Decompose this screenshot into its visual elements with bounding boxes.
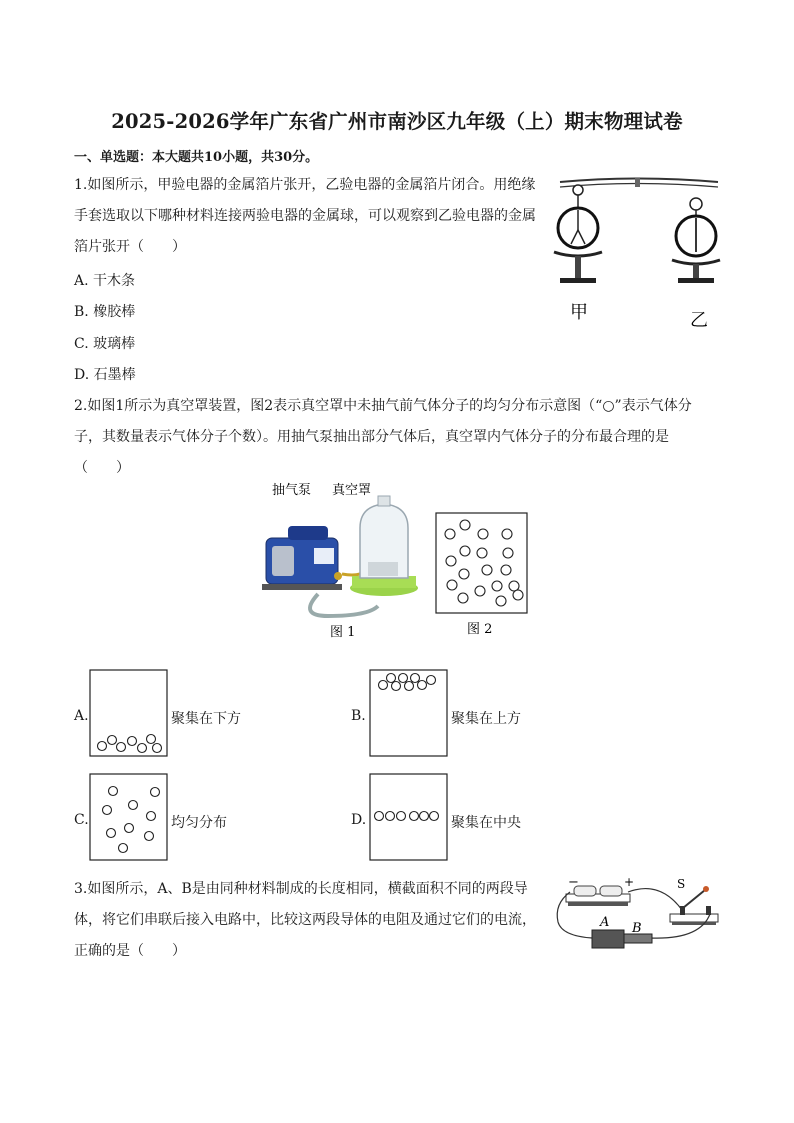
question-1-line: 1.如图所示，甲验电器的金属箔片张开，乙验电器的金属箔片闭合。用绝缘 <box>74 177 536 193</box>
q1-option-d[interactable]: D. 石墨棒 <box>74 367 136 383</box>
conductor-b-label: B <box>632 921 642 936</box>
figure-1-caption: 图 1 <box>330 625 356 640</box>
vacuum-apparatus-figure <box>258 476 428 646</box>
question-1-line: 箔片张开（ ） <box>74 239 186 255</box>
conductor-a <box>592 930 624 948</box>
q2-option-a-letter[interactable]: A. <box>74 708 89 724</box>
minus-sign: − <box>568 875 579 890</box>
figure-2-caption: 图 2 <box>467 622 493 637</box>
switch-label: S <box>677 877 686 891</box>
q2-option-b-text[interactable]: 聚集在上方 <box>451 711 521 727</box>
bell-jar-icon <box>350 496 418 596</box>
label-pump: 抽气泵 <box>272 483 312 498</box>
electroscope-jia <box>554 185 602 283</box>
q2-option-c-box[interactable] <box>89 773 169 863</box>
q2-option-a-box[interactable] <box>89 669 169 759</box>
q2-option-d-letter[interactable]: D. <box>351 812 367 828</box>
q2-option-b-letter[interactable]: B. <box>351 708 366 724</box>
question-2-line: 子，其数量表示气体分子个数）。用抽气泵抽出部分气体后，真空罩内气体分子的分布最合理的是 <box>74 429 669 445</box>
section-heading: 一、单选题：本大题共10小题，共30分。 <box>74 150 319 165</box>
page-title: 2025-2026学年广东省广州市南沙区九年级（上）期末物理试卷 <box>111 110 683 133</box>
question-3-text <box>74 874 544 967</box>
question-1-text <box>74 170 544 263</box>
label-jia: 甲 <box>570 302 588 323</box>
molecule-distribution-figure <box>435 512 530 644</box>
question-2-text <box>74 391 754 484</box>
q2-option-c-letter[interactable]: C. <box>74 812 89 828</box>
q2-option-b-box[interactable] <box>369 669 449 759</box>
electroscope-yi <box>672 198 720 283</box>
q2-option-a-text[interactable]: 聚集在下方 <box>171 711 241 727</box>
label-bell-jar: 真空罩 <box>332 483 372 498</box>
electroscope-figure <box>548 170 728 335</box>
question-3-line: 正确的是（ ） <box>74 943 186 959</box>
question-2-line: （ ） <box>74 460 130 476</box>
switch-icon <box>670 886 718 925</box>
q1-option-c[interactable]: C. 玻璃棒 <box>74 336 136 352</box>
label-yi: 乙 <box>690 310 708 331</box>
circuit-figure <box>550 874 730 956</box>
question-3-line: 体，将它们串联后接入电路中，比较这两段导体的电阻及通过它们的电流， <box>74 912 536 928</box>
q2-option-d-box[interactable] <box>369 773 449 863</box>
vacuum-pump-icon <box>262 526 342 590</box>
conductor-a-label: A <box>600 915 610 930</box>
q1-option-b[interactable]: B. 橡胶棒 <box>74 304 136 320</box>
q2-option-d-text[interactable]: 聚集在中央 <box>451 815 521 831</box>
plus-sign: + <box>624 875 635 889</box>
q1-option-a[interactable]: A. 干木条 <box>74 273 136 289</box>
question-1-line: 手套选取以下哪种材料连接两验电器的金属球，可以观察到乙验电器的金属 <box>74 208 536 224</box>
q2-option-c-text[interactable]: 均匀分布 <box>171 815 227 831</box>
question-3-line: 3.如图所示，A、B是由同种材料制成的长度相同，横截面积不同的两段导 <box>74 881 528 897</box>
question-2-line: 2.如图1所示为真空罩装置，图2表示真空罩中未抽气前气体分子的均匀分布示意图（“○”表示气体分 <box>74 398 692 414</box>
